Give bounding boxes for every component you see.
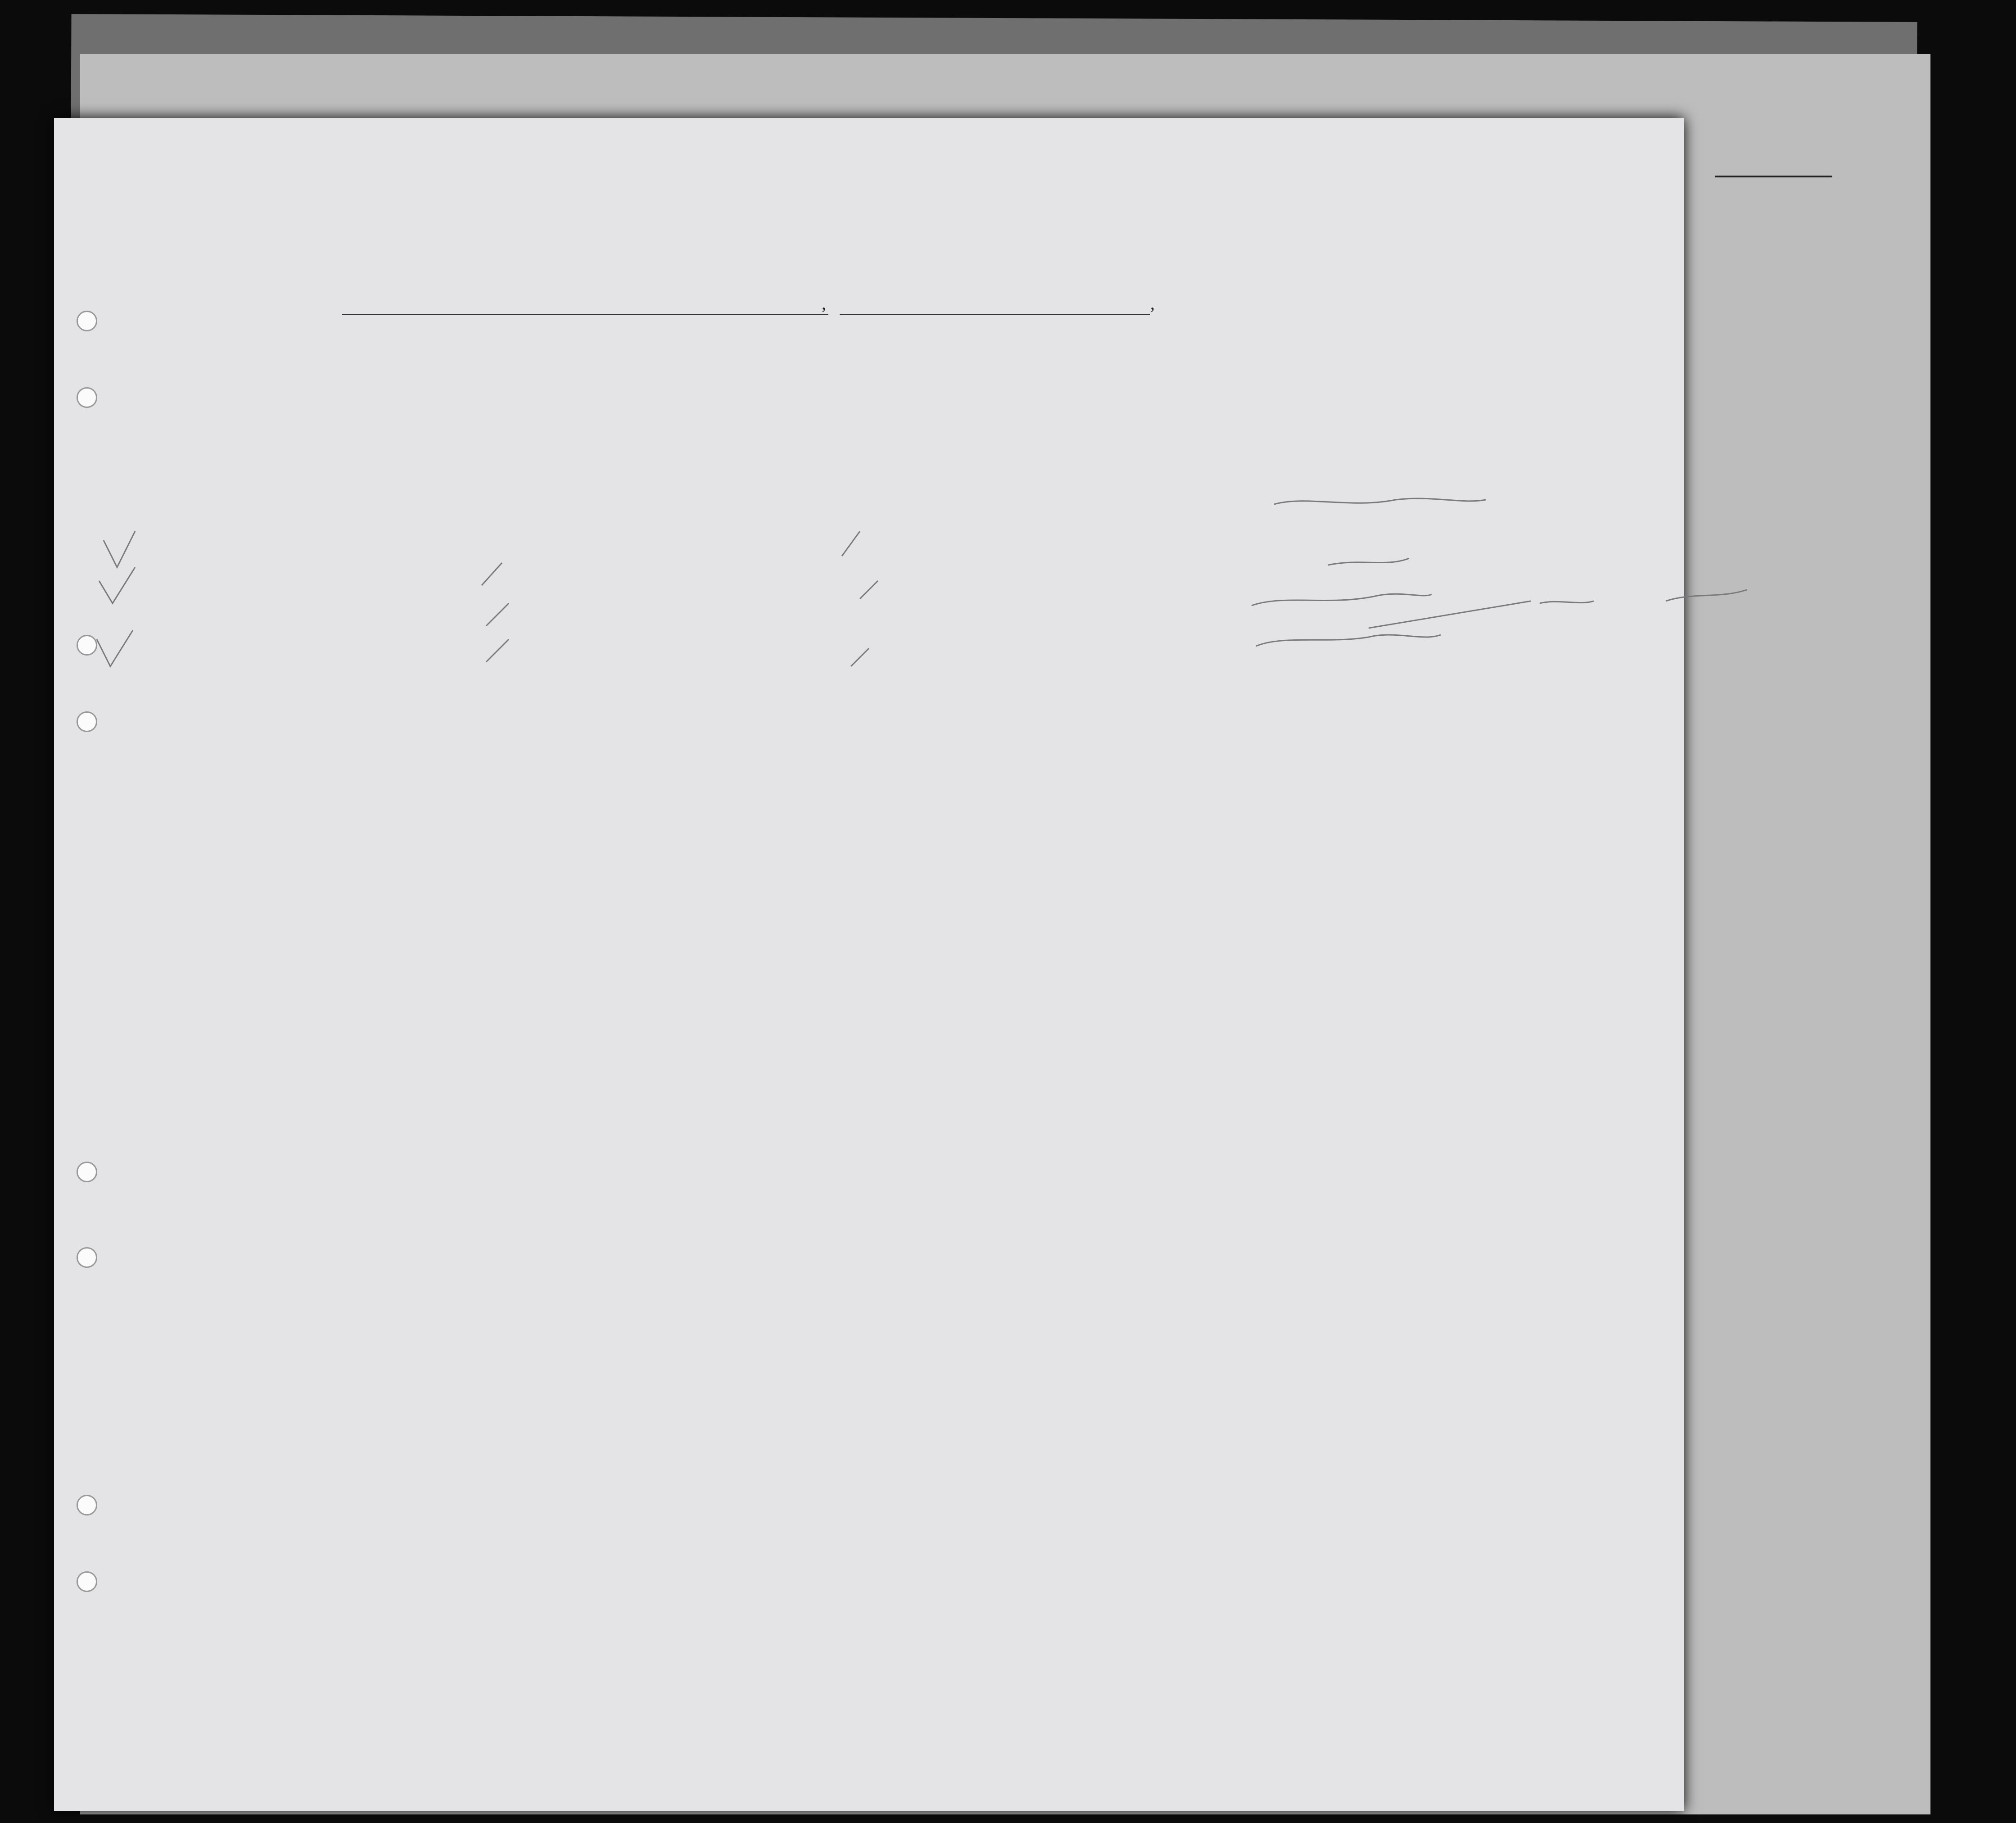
pencil-tick <box>851 648 869 666</box>
pencil-tick <box>486 639 509 662</box>
pencil-tick <box>486 603 509 626</box>
pencil-scrawl <box>1256 635 1441 646</box>
check-mark <box>104 531 135 567</box>
comma-mark-2: , <box>1150 293 1155 313</box>
pencil-checkmarks <box>97 498 1747 666</box>
pencil-line <box>1369 601 1531 628</box>
pencil-scrawl <box>1274 498 1486 504</box>
pencil-tick <box>482 563 502 585</box>
pencil-scrawl <box>1666 590 1747 601</box>
check-mark <box>99 567 135 603</box>
pencil-scrawl <box>1328 558 1409 565</box>
pencil-tick <box>842 531 860 556</box>
pencil-scrawl <box>1540 601 1594 603</box>
pencil-tick <box>860 581 878 599</box>
comma-mark: , <box>822 293 826 313</box>
pencil-scrawl <box>1252 594 1432 606</box>
check-mark <box>97 630 133 666</box>
